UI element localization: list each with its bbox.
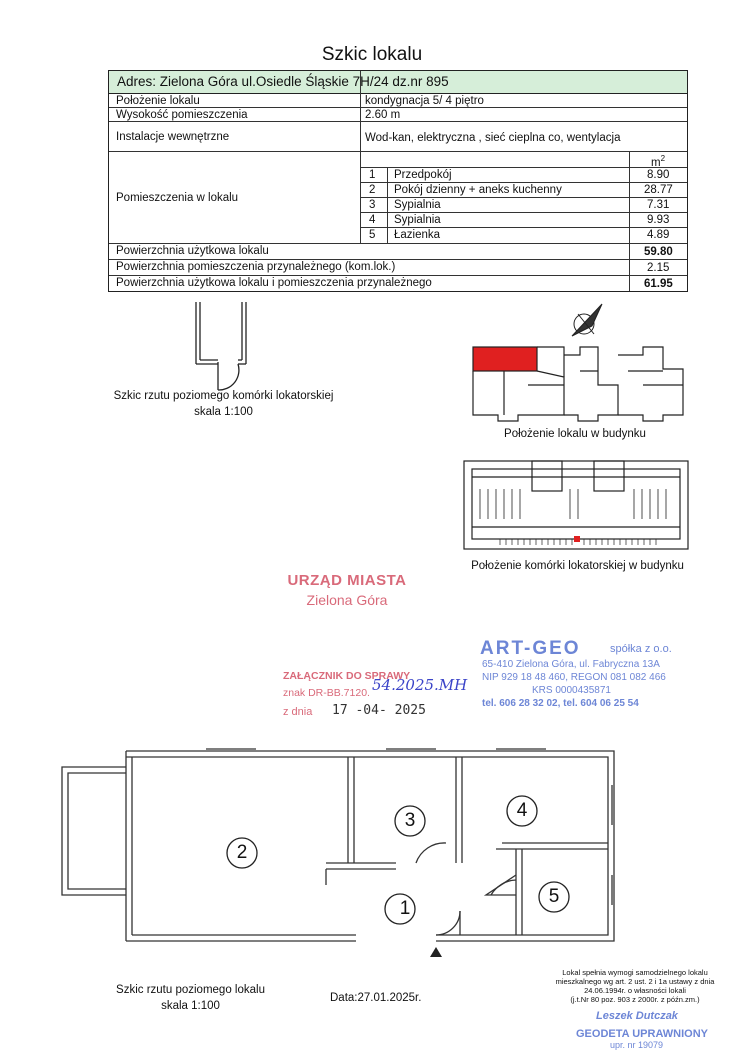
- legal-note-line: Lokal spełnia wymogi samodzielnego lokalu: [562, 968, 708, 977]
- company-krs: KRS 0000435871: [532, 685, 611, 696]
- plan-caption: Szkic rzutu poziomego lokalu: [116, 984, 265, 996]
- room-name: Sypialnia: [394, 199, 441, 211]
- surveyor-stamp-line2: upr. nr 19079: [610, 1040, 664, 1050]
- attachment-stamp-line1: ZAŁĄCZNIK DO SPRAWY: [283, 670, 411, 682]
- room-number-label: 4: [516, 800, 528, 821]
- row-value-installations: Wod-kan, elektryczna , sieć cieplna co, wentylacja: [365, 132, 621, 144]
- room-number-label: 2: [236, 842, 248, 863]
- row-label-installations: Instalacje wewnętrzne: [116, 131, 230, 143]
- company-address: 65-410 Zielona Góra, ul. Fabryczna 13A: [482, 659, 660, 670]
- attachment-stamp-line2: znak DR-BB.7120.: [283, 687, 370, 699]
- apartment-highlight: [473, 347, 537, 371]
- room-name: Pokój dzienny + aneks kuchenny: [394, 184, 562, 196]
- attachment-handwritten-number: 54.2025.MH: [372, 676, 468, 694]
- surveyor-stamp-line1: GEODETA UPRAWNIONY: [576, 1028, 709, 1040]
- total-value: 61.95: [644, 278, 673, 290]
- room-no: 3: [369, 199, 376, 211]
- company-nip: NIP 929 18 48 460, REGON 081 082 466: [482, 672, 666, 683]
- company-logo: ART-GEO: [480, 638, 581, 659]
- room-name: Łazienka: [394, 229, 441, 241]
- rooms-label: Pomieszczenia w lokalu: [116, 192, 239, 204]
- unit-header: $m^2$: [651, 154, 666, 169]
- room-no: 4: [369, 214, 376, 226]
- room-no: 5: [369, 229, 376, 241]
- room-number-label: 1: [399, 898, 411, 919]
- storage-cell-sketch: [188, 298, 258, 398]
- apartment-floor-plan: [56, 745, 636, 985]
- total-value: 2.15: [647, 262, 670, 274]
- building-caption: Położenie lokalu w budynku: [504, 428, 646, 440]
- plan-scale: skala 1:100: [161, 1000, 220, 1012]
- room-name: Sypialnia: [394, 214, 441, 226]
- legal-note-line: 24.06.1994r. o własności lokali: [584, 986, 686, 995]
- room-number-label: 5: [548, 886, 560, 907]
- page-title: Szkic lokalu: [321, 44, 423, 65]
- storage-building-caption: Położenie komórki lokatorskiej w budynku: [471, 560, 684, 572]
- building-floor-plan: [468, 345, 698, 425]
- document-date: Data:27.01.2025r.: [330, 992, 422, 1004]
- room-name: Przedpokój: [394, 169, 452, 181]
- city-stamp-line1: URZĄD MIASTA: [287, 572, 407, 589]
- attachment-stamp-line3: z dnia: [283, 706, 313, 718]
- attachment-stamp-date: 17 -04- 2025: [332, 703, 426, 718]
- address-text: Adres: Zielona Góra ul.Osiedle Śląskie 7H/24 dz.nr 895: [117, 74, 449, 89]
- company-suffix: spółka z o.o.: [610, 643, 672, 655]
- row-label-height: Wysokość pomieszczenia: [116, 109, 248, 121]
- total-label: Powierzchnia użytkowa lokalu: [116, 245, 269, 257]
- row-label-location: Położenie lokalu: [116, 95, 200, 107]
- legal-note: [555, 968, 715, 1004]
- room-no: 1: [369, 169, 376, 181]
- room-area: 4.89: [647, 229, 670, 241]
- room-area: 9.93: [647, 214, 670, 226]
- surveyor-signature: Leszek Dutczak: [596, 1010, 678, 1022]
- total-value: 59.80: [644, 246, 673, 258]
- company-tel: tel. 606 28 32 02, tel. 604 06 25 54: [482, 698, 639, 709]
- north-arrow-icon: [568, 300, 608, 340]
- room-no: 2: [369, 184, 376, 196]
- room-area: 8.90: [647, 169, 670, 181]
- total-label: Powierzchnia użytkowa lokalu i pomieszczenia przynależnego: [116, 277, 432, 289]
- basement-storage-plan: [454, 455, 694, 555]
- address-row: [109, 71, 687, 94]
- storage-sketch-caption: Szkic rzutu poziomego komórki lokatorskiej: [113, 390, 334, 402]
- total-label: Powierzchnia pomieszczenia przynależnego (kom.lok.): [116, 261, 396, 273]
- room-area: 7.31: [647, 199, 670, 211]
- legal-note-line: mieszkalnego wg art. 2 ust. 2 i 1a ustawy z dnia: [555, 977, 715, 986]
- row-value-location: kondygnacja 5/ 4 piętro: [365, 95, 484, 107]
- room-number-label: 3: [404, 810, 416, 831]
- legal-note-line: (j.t.Nr 80 poz. 903 z 2000r. z późn.zm.): [570, 995, 700, 1004]
- room-area: 28.77: [644, 184, 673, 196]
- storage-sketch-scale: skala 1:100: [194, 406, 253, 418]
- city-stamp-line2: Zielona Góra: [306, 592, 388, 608]
- storage-highlight: [574, 536, 580, 542]
- row-value-height: 2.60 m: [365, 109, 401, 121]
- apartment-data-table: [108, 70, 688, 292]
